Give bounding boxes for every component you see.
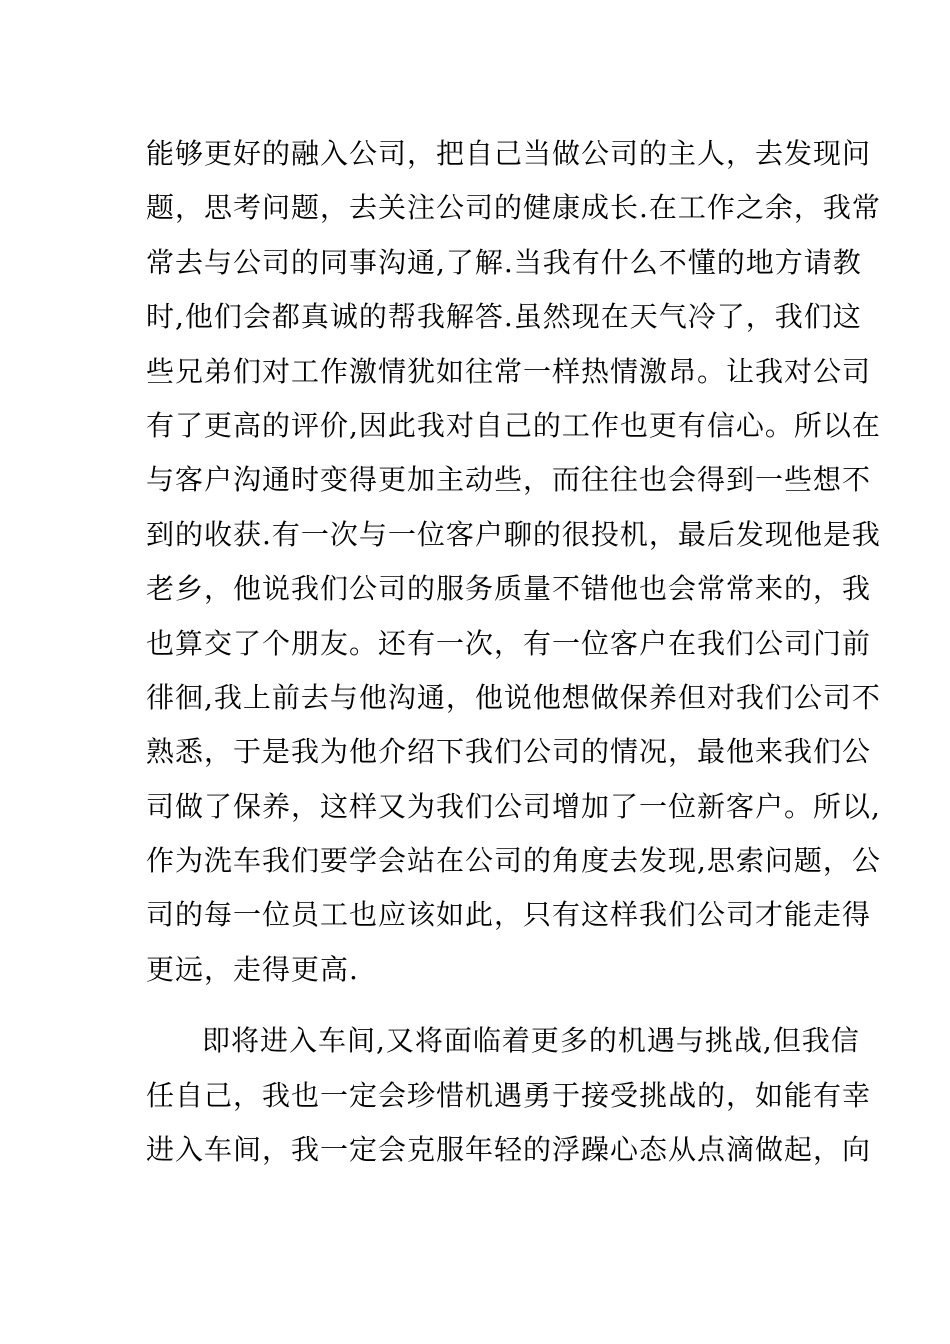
text-line: 时,他们会都真诚的帮我解答.虽然现在天气冷了，我们这 (146, 300, 862, 334)
text-line: 司的每一位员工也应该如此，只有这样我们公司才能走得 (146, 898, 872, 932)
paragraph-1 (146, 127, 881, 997)
text-line: 熟悉，于是我为他介绍下我们公司的情况，最他来我们公 (146, 735, 872, 769)
text-line: 即将进入车间,又将面临着更多的机遇与挑战,但我信 (202, 1024, 860, 1058)
text-line: 老乡，他说我们公司的服务质量不错他也会常常来的，我 (146, 572, 872, 606)
text-line: 司做了保养，这样又为我们公司增加了一位新客户。所以, (146, 789, 881, 823)
text-line: 进入车间，我一定会克服年轻的浮躁心态从点滴做起，向 (146, 1133, 872, 1167)
paragraph-spacing (146, 997, 810, 1014)
text-line: 有了更高的评价,因此我对自己的工作也更有信心。所以在 (146, 408, 881, 442)
text-line: 些兄弟们对工作激情犹如往常一样热情激昂。让我对公司 (146, 354, 872, 388)
text-line: 能够更好的融入公司，把自己当做公司的主人，去发现问 (146, 137, 872, 170)
body-text (146, 127, 881, 1177)
text-line: 更远，走得更高. (146, 952, 359, 986)
text-line: 作为洗车我们要学会站在公司的角度去发现,思索问题，公 (146, 844, 881, 878)
text-line: 常去与公司的同事沟通,了解.当我有什么不懂的地方请教 (146, 245, 862, 279)
text-line: 也算交了个朋友。还有一次，有一位客户在我们公司门前 (146, 626, 872, 660)
text-line: 与客户沟通时变得更加主动些，而往往也会得到一些想不 (146, 463, 872, 497)
text-line: 任自己，我也一定会珍惜机遇勇于接受挑战的，如能有幸 (146, 1078, 872, 1112)
text-line: 题，思考问题，去关注公司的健康成长.在工作之余，我常 (146, 191, 881, 225)
paragraph-2 (146, 1014, 872, 1177)
text-line: 徘徊,我上前去与他沟通，他说他想做保养但对我们公司不 (146, 680, 881, 714)
text-line: 到的收获.有一次与一位客户聊的很投机，最后发现他是我 (146, 517, 881, 551)
